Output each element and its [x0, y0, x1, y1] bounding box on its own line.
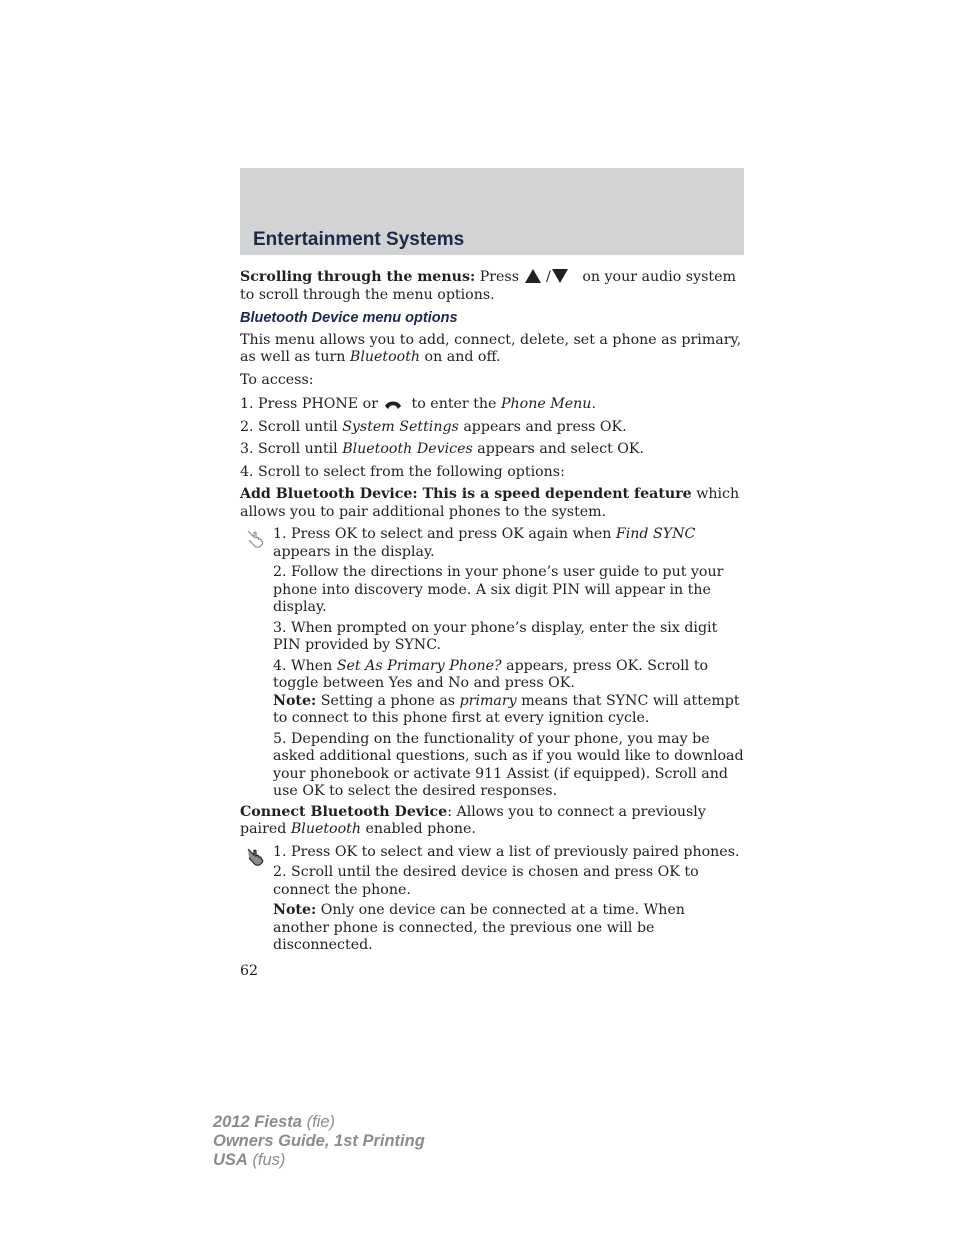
scrolling-text-1: Press	[475, 269, 524, 285]
page-content	[240, 268, 744, 980]
add-step-1-a: 1. Press OK to select and press OK again when	[273, 526, 616, 542]
intro-text-c: on and off.	[420, 349, 501, 365]
footer-line-1	[213, 1113, 425, 1132]
add-step-2: 2. Follow the directions in your phone’s user guide to put your phone into discovery mode. A six digit PIN will appear in the display.	[273, 564, 724, 615]
footer-guide: Owners Guide, 1st Printing	[213, 1132, 425, 1150]
step-1-text-a: 1. Press PHONE or	[240, 396, 383, 412]
step-1-text-d: .	[591, 396, 596, 412]
intro-text-a: This menu allows you to add, connect, delete, set a phone as primary, as well as turn	[240, 331, 742, 365]
add-note-c: means that SYNC will attempt to connect to this phone first at every ignition cycle.	[273, 692, 740, 726]
add-device-instructions	[240, 526, 744, 801]
add-step-1	[273, 526, 744, 561]
page-number: 62	[240, 962, 259, 979]
pointing-hand-icon	[246, 528, 266, 548]
add-step-4-b: Set As Primary Phone?	[336, 657, 502, 674]
add-device-label: Add Bluetooth Device: This is a speed dependent feature	[240, 486, 692, 502]
connect-device-label: Connect Bluetooth Device	[240, 803, 448, 820]
connect-device-paragraph	[240, 804, 744, 839]
step-2-text-a: 2. Scroll until	[240, 418, 343, 435]
scrolling-paragraph	[240, 268, 744, 304]
phone-handset-icon	[383, 399, 403, 411]
connect-note-label: Note:	[273, 902, 317, 918]
step-1-text-b: to enter the	[407, 396, 501, 412]
add-step-1-c: appears in the display.	[273, 543, 435, 560]
access-label: To access:	[240, 371, 314, 388]
step-1-text-c: Phone Menu	[500, 396, 592, 412]
connect-device-instructions	[240, 844, 744, 955]
up-arrow-icon	[524, 268, 542, 284]
step-2-text-b: System Settings	[342, 418, 459, 435]
connect-text-c: enabled phone.	[360, 821, 476, 837]
footer-line-2	[213, 1132, 425, 1151]
connect-step-2: 2. Scroll until the desired device is chosen and press OK to connect the phone.	[273, 864, 699, 898]
footer-model: 2012 Fiesta	[213, 1113, 302, 1131]
connect-note-text: Only one device can be connected at a time. When another phone is connected, the previous one will be disconnected.	[273, 902, 685, 953]
footer-market: USA	[213, 1151, 248, 1169]
step-3-text-c: appears and select OK.	[472, 441, 645, 457]
scrolling-text-2: on your audio system to scroll through the menu options.	[240, 269, 736, 303]
add-note-b: primary	[459, 692, 517, 709]
connect-step-1: 1. Press OK to select and view a list of previously paired phones.	[273, 843, 740, 860]
footer-line-3	[213, 1151, 425, 1170]
connect-text-b: Bluetooth	[290, 821, 361, 837]
add-note	[273, 693, 744, 728]
footer-market-code: (fus)	[247, 1151, 286, 1169]
step-3-text-a: 3. Scroll until	[240, 441, 343, 457]
connect-note	[273, 902, 744, 955]
add-step-5: 5. Depending on the functionality of your phone, you may be asked additional questions, such as if you would like to download your phonebook or activate 911 Assist (if equipped). Scroll and use OK to select the desired responses.	[273, 730, 744, 799]
step-3-text-b: Bluetooth Devices	[342, 441, 473, 457]
down-arrow-icon	[551, 268, 569, 284]
add-device-paragraph	[240, 486, 744, 521]
step-4: 4. Scroll to select from the following options:	[240, 463, 565, 480]
add-note-a: Setting a phone as	[316, 692, 460, 709]
step-3	[240, 441, 744, 459]
intro-text-b: Bluetooth	[349, 349, 421, 365]
add-note-label: Note:	[273, 692, 317, 709]
section-header-band	[240, 168, 744, 255]
connect-text-a: : Allows you to connect a previously paired	[240, 803, 706, 837]
add-step-4-c: appears, press OK. Scroll to toggle between Yes and No and press OK.	[273, 657, 709, 691]
document-footer	[213, 1113, 425, 1170]
subsection-title: Bluetooth Device menu options	[240, 310, 458, 326]
add-device-text: which allows you to pair additional phones to the system.	[240, 486, 740, 520]
intro-paragraph	[240, 332, 744, 367]
add-step-4-a: 4. When	[273, 657, 337, 674]
step-1	[240, 396, 744, 414]
add-step-4	[273, 658, 744, 693]
footer-model-code: (fie)	[301, 1113, 335, 1131]
step-2	[240, 419, 744, 437]
add-step-3: 3. When prompted on your phone’s display, enter the six digit PIN provided by SYNC.	[273, 619, 718, 653]
add-step-1-b: Find SYNC	[615, 526, 696, 542]
pointing-hand-icon	[246, 846, 266, 866]
section-title: Entertainment Systems	[253, 229, 465, 250]
scrolling-separator: /	[541, 269, 551, 285]
scrolling-label: Scrolling through the menus:	[240, 269, 476, 285]
step-2-text-c: appears and press OK.	[458, 418, 627, 435]
